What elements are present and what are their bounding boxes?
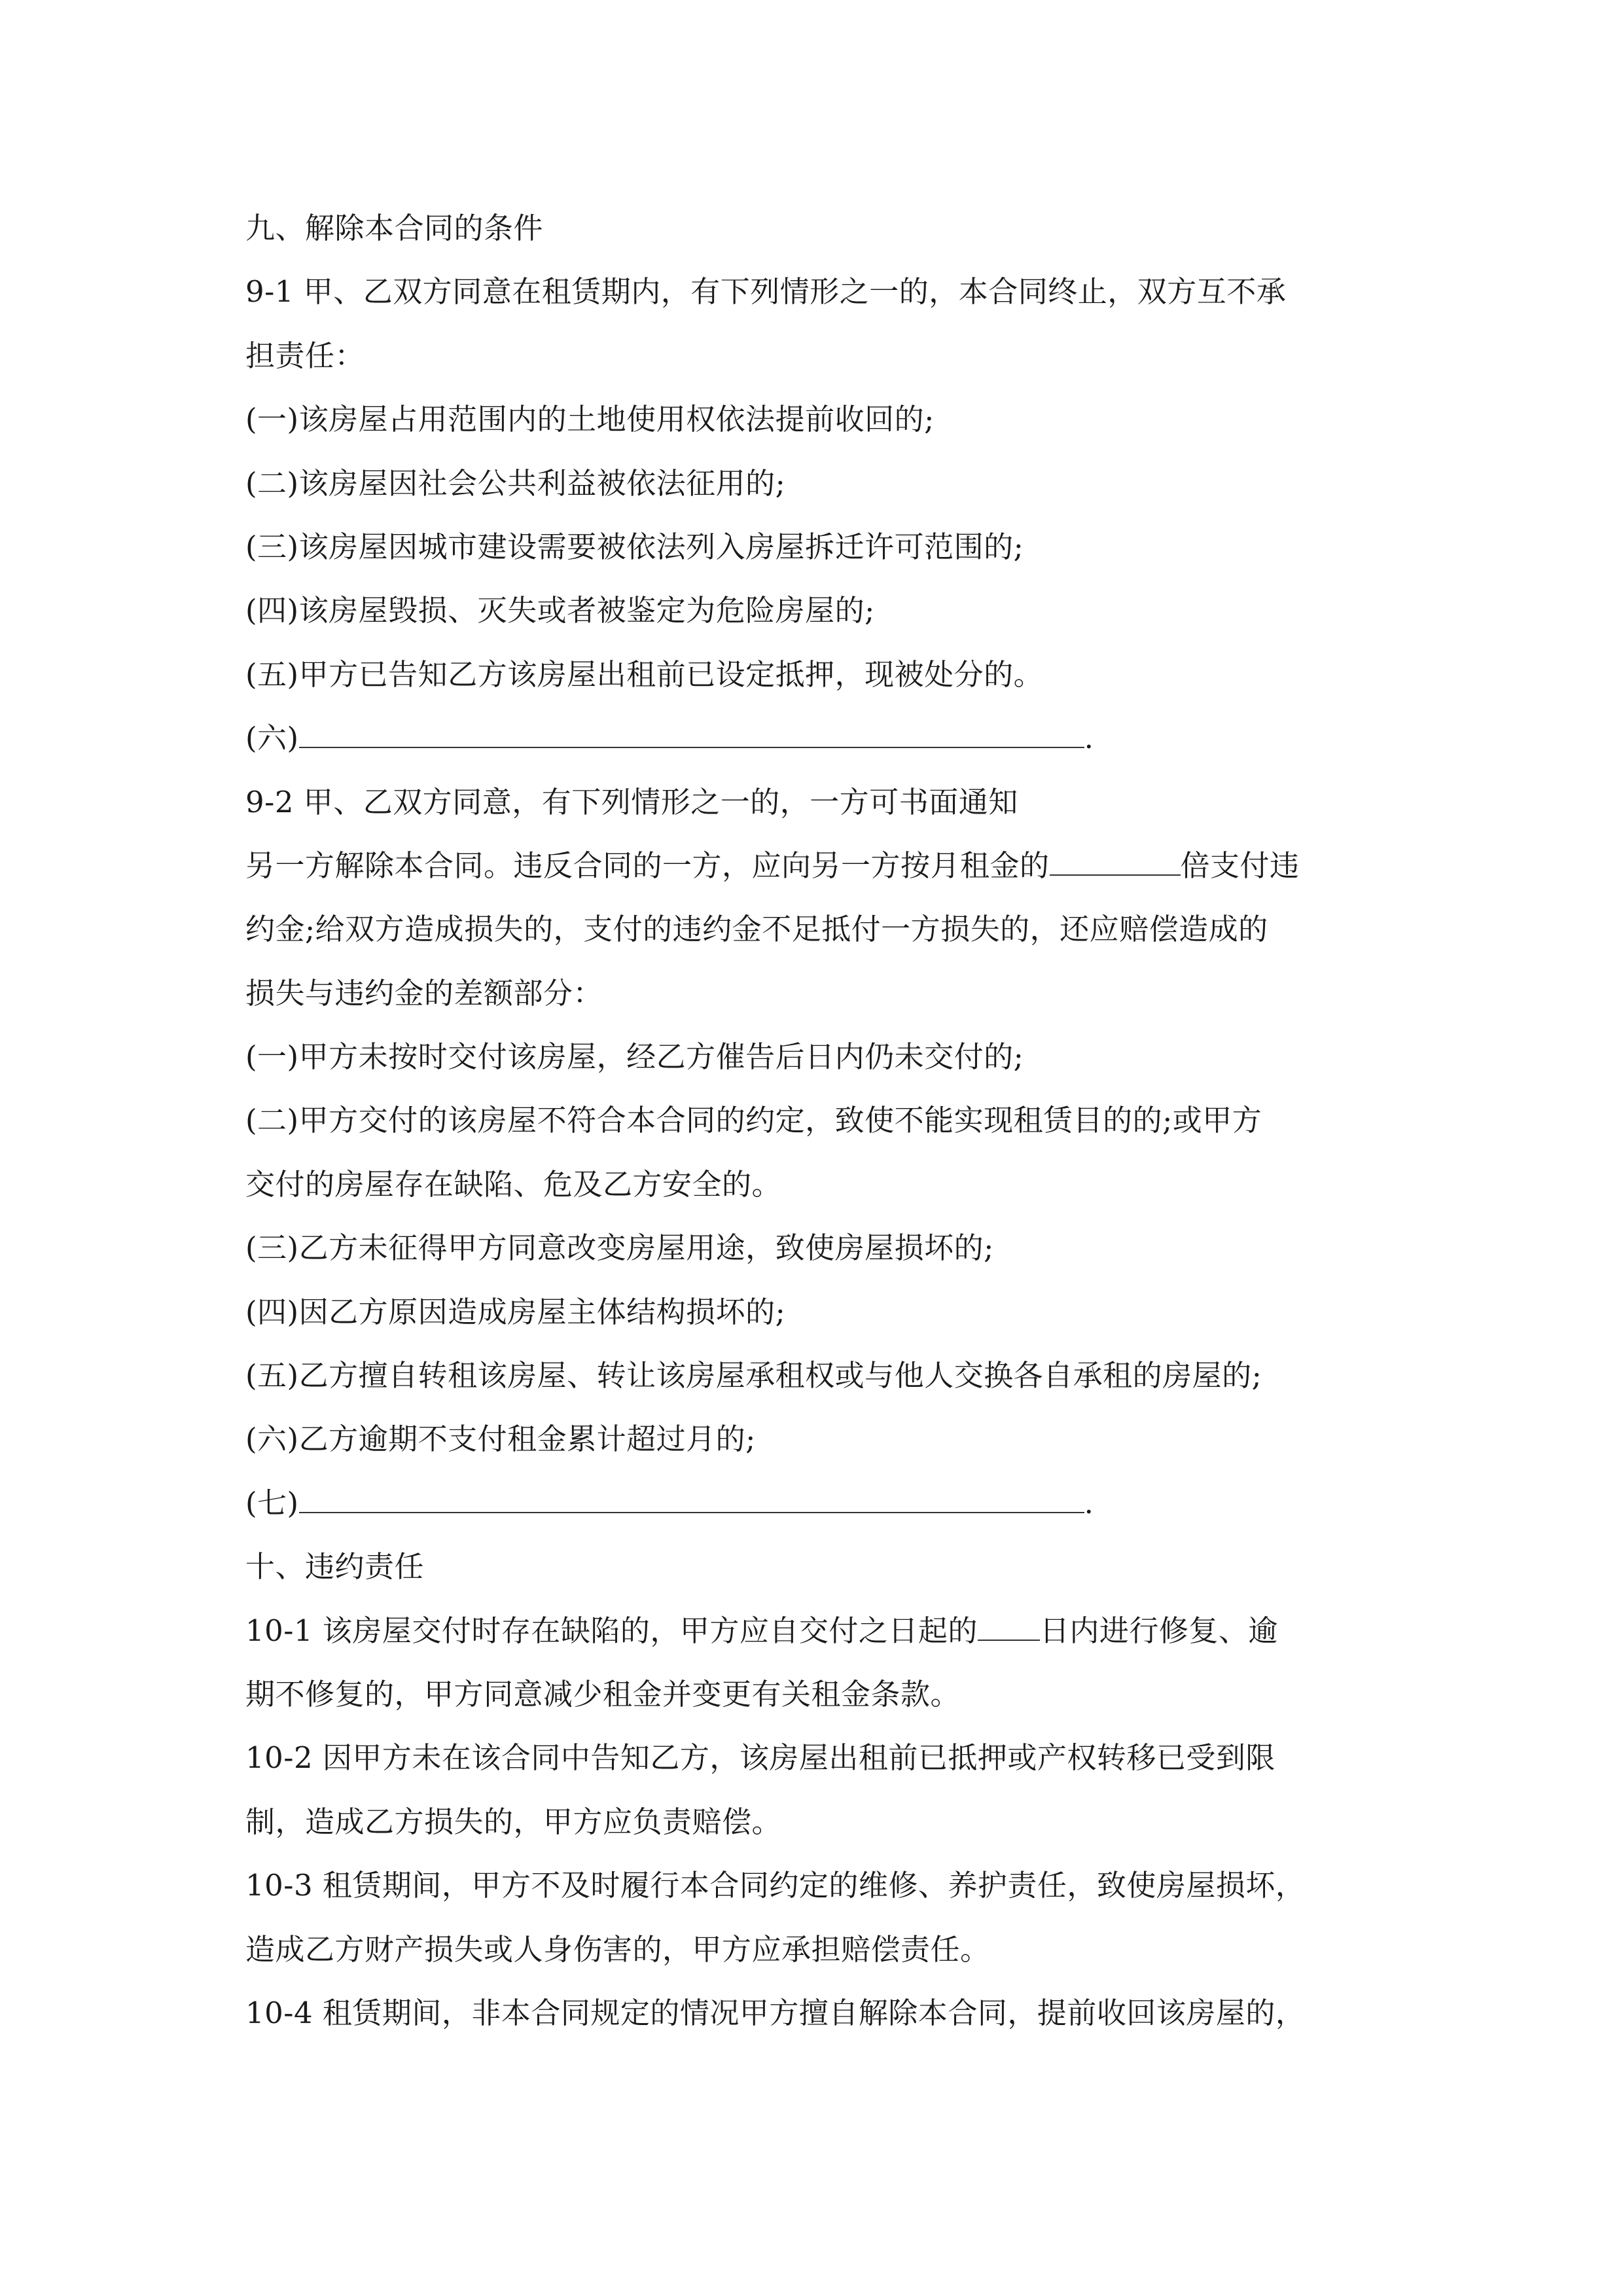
fill-in-blank[interactable] xyxy=(978,1609,1040,1641)
item-prefix: (六) xyxy=(245,721,299,756)
clause-9-1-item-3: (三)该房屋因城市建设需要被依法列入房屋拆迁许可范围的; xyxy=(245,529,1024,564)
clause-9-2-item-4: (四)因乙方原因造成房屋主体结构损坏的; xyxy=(245,1294,786,1329)
clause-9-2-item-7 xyxy=(245,1471,1384,1535)
clause-9-2-item-3: (三)乙方未征得甲方同意改变房屋用途，致使房屋损坏的; xyxy=(245,1230,994,1266)
clause-text: 日内进行修复、逾 xyxy=(1039,1613,1278,1648)
clause-text: 另一方解除本合同。违反合同的一方，应向另一方按月租金的 xyxy=(245,848,1050,883)
clause-9-2-cont-1 xyxy=(245,834,1384,897)
fill-in-blank[interactable] xyxy=(1050,844,1181,876)
fill-in-blank[interactable] xyxy=(299,1482,1084,1513)
clause-10-2-cont: 制，造成乙方损失的，甲方应负责赔偿。 xyxy=(245,1804,782,1839)
clause-9-1-item-5: (五)甲方已告知乙方该房屋出租前已设定抵押，现被处分的。 xyxy=(245,656,1044,692)
clause-9-1-item-6 xyxy=(245,706,1384,770)
contract-page xyxy=(245,196,1384,2045)
clause-9-2-item-2-cont: 交付的房屋存在缺陷、危及乙方安全的。 xyxy=(245,1166,782,1202)
section-heading-9: 九、解除本合同的条件 xyxy=(245,211,544,245)
clause-9-2-cont-3: 损失与违约金的差额部分： xyxy=(245,975,603,1011)
clause-text: 10-1 该房屋交付时存在缺陷的，甲方应自交付之日起的 xyxy=(245,1613,978,1648)
clause-text: 倍支付违 xyxy=(1180,848,1300,883)
clause-9-2: 9-2 甲、乙双方同意，有下列情形之一的，一方可书面通知 xyxy=(245,784,1018,819)
item-suffix: . xyxy=(1084,1485,1094,1520)
item-prefix: (七) xyxy=(245,1485,299,1520)
clause-9-2-item-2: (二)甲方交付的该房屋不符合本合同的约定，致使不能实现租赁目的的;或甲方 xyxy=(245,1103,1262,1138)
clause-9-1-item-4: (四)该房屋毁损、灭失或者被鉴定为危险房屋的; xyxy=(245,593,875,628)
clause-10-2: 10-2 因甲方未在该合同中告知乙方，该房屋出租前已抵押或产权转移已受到限 xyxy=(245,1740,1275,1776)
clause-9-2-item-6: (六)乙方逾期不支付租金累计超过月的; xyxy=(245,1422,756,1457)
clause-9-1-cont: 担责任： xyxy=(245,338,365,373)
clause-9-2-cont-2: 约金;给双方造成损失的，支付的违约金不足抵付一方损失的，还应赔偿造成的 xyxy=(245,912,1268,947)
clause-10-3-cont: 造成乙方财产损失或人身伤害的，甲方应承担赔偿责任。 xyxy=(245,1931,990,1967)
clause-9-1: 9-1 甲、乙双方同意在租赁期内，有下列情形之一的，本合同终止，双方互不承 xyxy=(245,274,1287,310)
clause-9-1-item-1: (一)该房屋占用范围内的土地使用权依法提前收回的; xyxy=(245,402,935,437)
clause-9-1-item-2: (二)该房屋因社会公共利益被依法征用的; xyxy=(245,465,786,501)
clause-10-4: 10-4 租赁期间，非本合同规定的情况甲方擅自解除本合同，提前收回该房屋的， xyxy=(245,1995,1306,2030)
clause-9-2-item-1: (一)甲方未按时交付该房屋，经乙方催告后日内仍未交付的; xyxy=(245,1039,1024,1075)
item-suffix: . xyxy=(1084,721,1094,756)
clause-10-1-cont: 期不修复的，甲方同意减少租金并变更有关租金条款。 xyxy=(245,1676,961,1712)
clause-10-1 xyxy=(245,1599,1384,1662)
clause-10-3: 10-3 租赁期间，甲方不及时履行本合同约定的维修、养护责任，致使房屋损坏， xyxy=(245,1868,1306,1903)
section-heading-10: 十、违约责任 xyxy=(245,1549,425,1585)
clause-9-2-item-5: (五)乙方擅自转租该房屋、转让该房屋承租权或与他人交换各自承租的房屋的; xyxy=(245,1358,1262,1393)
fill-in-blank[interactable] xyxy=(299,717,1084,748)
